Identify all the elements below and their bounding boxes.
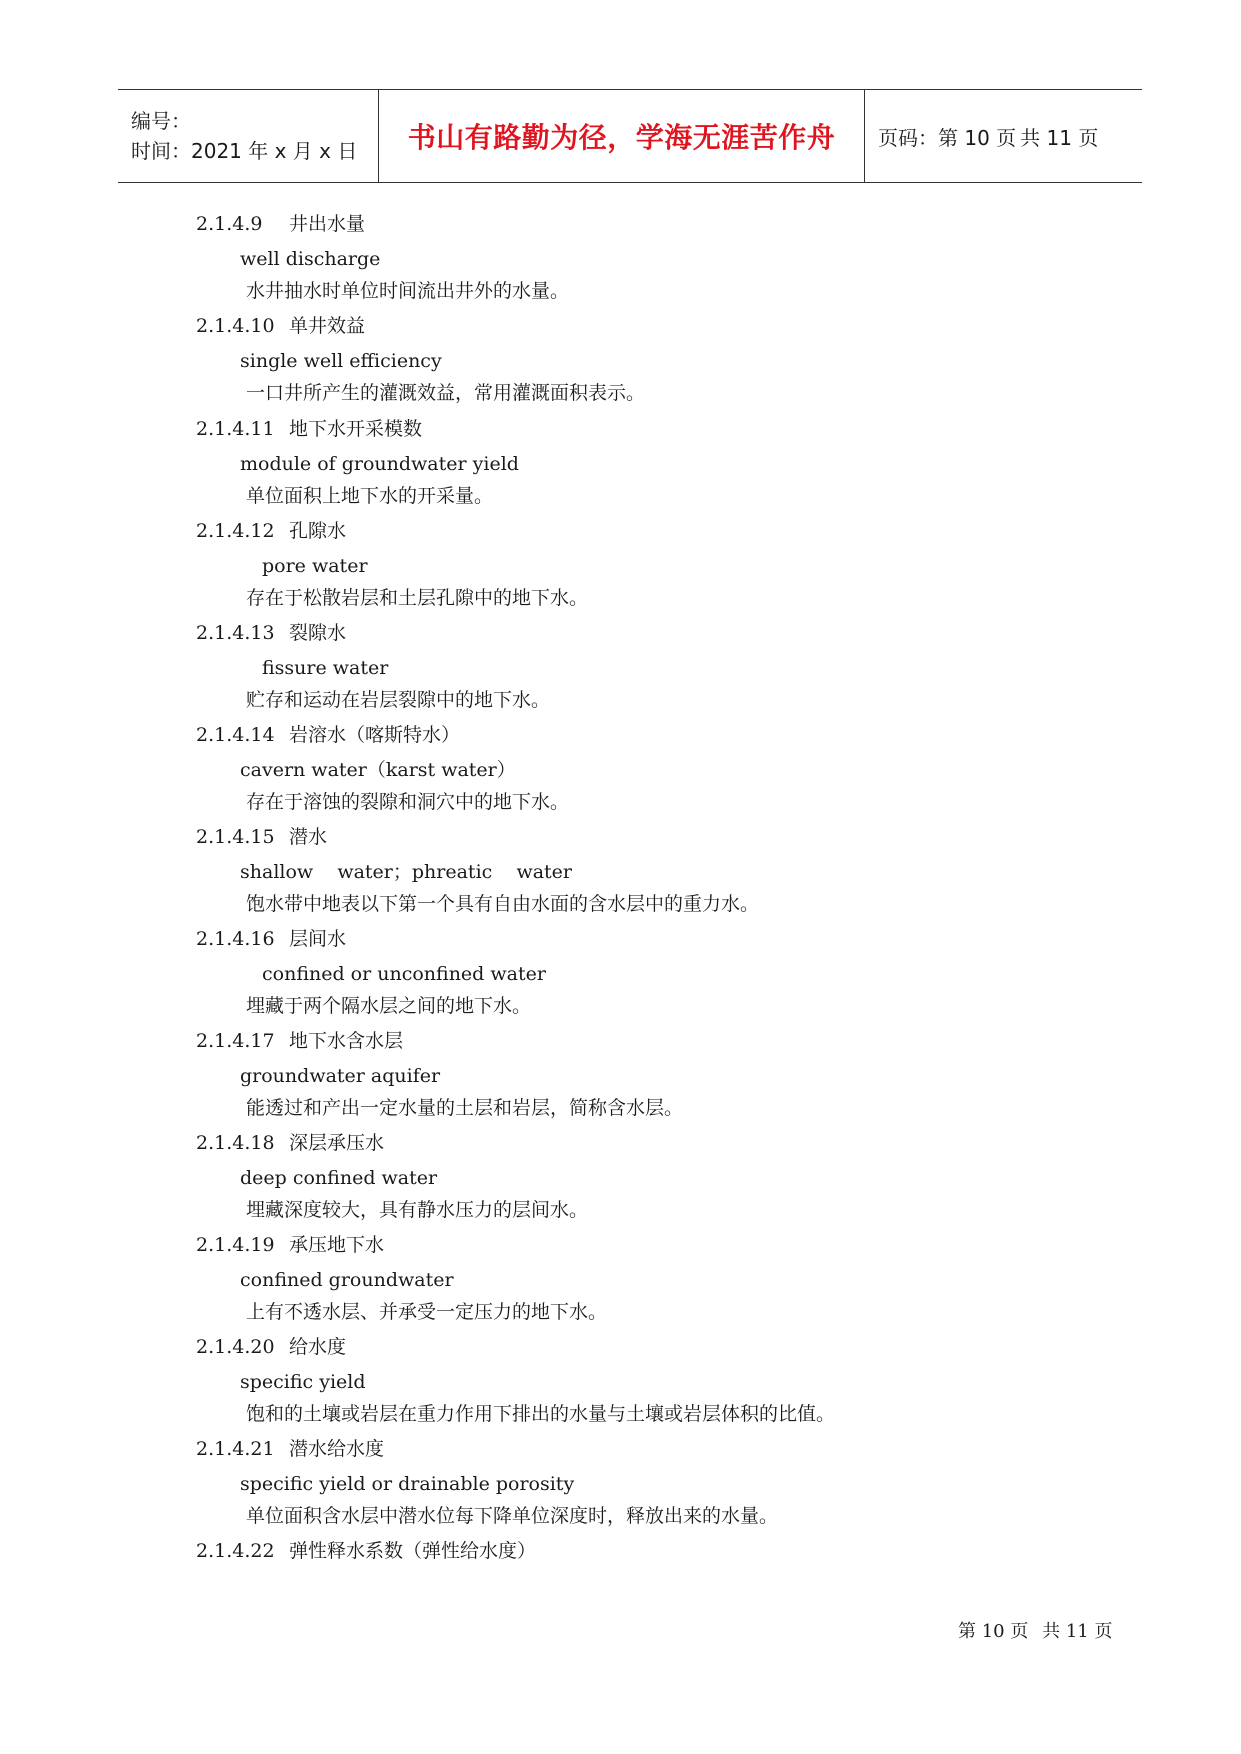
term-english: confined or unconfined water	[262, 963, 546, 985]
header-info-cell	[118, 90, 379, 182]
term-number: 2.1.4.20	[196, 1336, 275, 1358]
term-name: 井出水量	[289, 213, 366, 235]
document-date: 时间：2021 年 x 月 x 日	[131, 139, 358, 163]
term-name: 潜水给水度	[289, 1438, 385, 1460]
term-heading	[196, 1334, 346, 1360]
term-definition: 饱和的土壤或岩层在重力作用下排出的水量与土壤或岩层体积的比值。	[246, 1403, 836, 1425]
term-definition: 存在于松散岩层和土层孔隙中的地下水。	[246, 587, 589, 609]
page-footer	[958, 1617, 1120, 1643]
term-number: 2.1.4.16	[196, 928, 275, 950]
term-english: module of groundwater yield	[240, 453, 519, 475]
term-heading	[196, 1232, 384, 1258]
term-english: pore water	[262, 555, 368, 577]
term-definition: 埋藏于两个隔水层之间的地下水。	[246, 995, 532, 1017]
term-heading	[196, 416, 422, 442]
term-definition: 单位面积含水层中潜水位每下降单位深度时，释放出来的水量。	[246, 1505, 779, 1527]
term-name: 层间水	[289, 928, 347, 950]
term-number: 2.1.4.22	[196, 1540, 275, 1562]
header-page-number: 页码：第 10 页	[878, 125, 1017, 150]
term-english: specific yield	[240, 1371, 366, 1393]
term-english: single well efficiency	[240, 350, 442, 372]
term-number: 2.1.4.13	[196, 622, 275, 644]
term-number: 2.1.4.18	[196, 1132, 275, 1154]
term-heading	[196, 1130, 384, 1156]
term-number: 2.1.4.14	[196, 724, 275, 746]
term-heading	[196, 1436, 384, 1462]
term-number: 2.1.4.15	[196, 826, 275, 848]
footer-page-total: 共 11 页	[1042, 1621, 1113, 1642]
term-definition: 埋藏深度较大，具有静水压力的层间水。	[246, 1199, 589, 1221]
term-heading	[196, 1538, 536, 1564]
term-english: deep confined water	[240, 1167, 438, 1189]
term-definition: 一口井所产生的灌溉效益，常用灌溉面积表示。	[246, 382, 646, 404]
term-name: 岩溶水（喀斯特水）	[289, 724, 461, 746]
term-definition: 饱水带中地表以下第一个具有自由水面的含水层中的重力水。	[246, 893, 760, 915]
term-definition: 上有不透水层、并承受一定压力的地下水。	[246, 1301, 608, 1323]
term-number: 2.1.4.17	[196, 1030, 275, 1052]
term-english: confined groundwater	[240, 1269, 454, 1291]
term-number: 2.1.4.21	[196, 1438, 275, 1460]
term-name: 地下水开采模数	[289, 418, 423, 440]
term-name: 孔隙水	[289, 520, 347, 542]
term-english: well discharge	[240, 248, 381, 270]
document-code-label: 编号：	[131, 109, 191, 133]
term-heading	[196, 313, 365, 339]
term-name: 给水度	[289, 1336, 347, 1358]
term-heading	[196, 518, 346, 544]
term-name: 深层承压水	[289, 1132, 385, 1154]
term-definition: 单位面积上地下水的开采量。	[246, 485, 494, 507]
term-definition: 能透过和产出一定水量的土层和岩层，简称含水层。	[246, 1097, 684, 1119]
term-definition: 水井抽水时单位时间流出井外的水量。	[246, 280, 570, 302]
header-motto: 书山有路勤为径，学海无涯苦作舟	[379, 90, 865, 182]
footer-page-number: 第 10 页	[958, 1621, 1029, 1642]
term-english: groundwater aquifer	[240, 1065, 441, 1087]
term-heading	[196, 824, 327, 850]
term-number: 2.1.4.9	[196, 213, 263, 235]
term-name: 承压地下水	[289, 1234, 385, 1256]
term-english: fissure water	[262, 657, 389, 679]
term-number: 2.1.4.19	[196, 1234, 275, 1256]
term-number: 2.1.4.12	[196, 520, 275, 542]
term-name: 裂隙水	[289, 622, 347, 644]
term-definition: 贮存和运动在岩层裂隙中的地下水。	[246, 689, 551, 711]
term-heading	[196, 1028, 403, 1054]
term-name: 地下水含水层	[289, 1030, 404, 1052]
term-heading	[196, 926, 346, 952]
term-number: 2.1.4.11	[196, 418, 275, 440]
term-english: specific yield or drainable porosity	[240, 1473, 575, 1495]
term-english: shallow water；phreatic water	[240, 861, 572, 883]
header-page-code	[865, 90, 1142, 182]
header-page-total: 共 11 页	[1020, 125, 1099, 150]
term-definition: 存在于溶蚀的裂隙和洞穴中的地下水。	[246, 791, 570, 813]
page-header	[118, 89, 1142, 183]
term-heading	[196, 620, 346, 646]
term-name: 弹性释水系数（弹性给水度）	[289, 1540, 537, 1562]
term-heading	[196, 211, 365, 237]
term-number: 2.1.4.10	[196, 315, 275, 337]
term-heading	[196, 722, 460, 748]
term-english: cavern water（karst water）	[240, 759, 516, 781]
term-name: 潜水	[289, 826, 328, 848]
term-name: 单井效益	[289, 315, 366, 337]
